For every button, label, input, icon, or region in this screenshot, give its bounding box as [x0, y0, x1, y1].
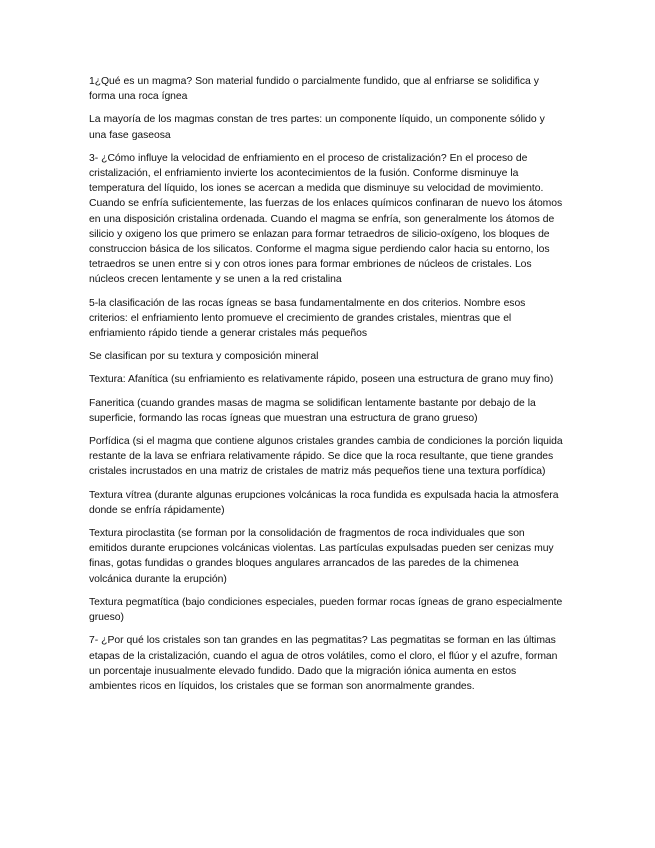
paragraph-magma-parts: La mayoría de los magmas constan de tres partes: un componente líquido, un componente sólido y una fase gaseosa — [89, 114, 545, 141]
paragraph-question-1: 1¿Qué es un magma? Son material fundido o parcialmente fundido, que al enfriarse se solidifica y forma una roca ígnea — [89, 76, 539, 103]
paragraph-question-5: 5-la clasificación de las rocas ígneas se basa fundamentalmente en dos criterios. Nombre esos criterios: el enfriamiento lento promueve el crecimiento de grandes cristales, mientras que el enfriamiento rápido tiende a generar cristales más pequeños — [89, 297, 526, 340]
document-body — [89, 74, 563, 702]
paragraph-texture-pegmatitica: Textura pegmatítica (bajo condiciones especiales, pueden formar rocas ígneas de grano especialmente grueso) — [89, 596, 563, 624]
paragraph-question-3: 3- ¿Cómo influye la velocidad de enfriamiento en el proceso de cristalización? En el proceso de cristalización, el enfriamiento invierte los acontecimientos de la fusión. Conforme disminuye la temperatura del líquido, los iones se acercan a medida que disminuye su velocidad de movimiento. Cuando se enfría suficientemente, las fuerzas de los enlaces químicos confinaran de nuevo los átomos en una disposición cristalina ordenada. Cuando el magma se enfría, son generalmente los átomos de silicio y oxigeno los que primero se enlazan para formar tetraedros de silicio-oxígeno, los bloques de construccion básica de los silicatos. Conforme el magma sigue perdiendo calor hacia su entorno, los tetraedros se unen entre si y con otros iones para formar embriones de núcleos de cristales. Los núcleos crecen lentamente y se unen a la red cristalina — [89, 152, 563, 286]
paragraph-question-7: 7- ¿Por qué los cristales son tan grandes en las pegmatitas? Las pegmatitas se forman en las últimas etapas de la cristalización, cuando el agua de otros volátiles, como el cloro, el flúor y el azufre, forman un porcentaje inusualmente elevado fundido. Dado que la migración iónica aumenta en estos ambientes ricos en líquidos, los cristales que se forman son anormalmente grandes. — [89, 635, 558, 692]
paragraph-texture-afanitica: Textura: Afanítica (su enfriamiento es relativamente rápido, poseen una estructura de grano muy fino) — [89, 374, 554, 386]
paragraph-texture-faneritica: Faneritica (cuando grandes masas de magma se solidifican lentamente bastante por debajo de la superficie, formando las rocas ígneas que muestran una estructura de grano grueso) — [89, 397, 536, 424]
paragraph-classification: Se clasifican por su textura y composición mineral — [89, 351, 319, 363]
paragraph-texture-porfidica: Porfídica (si el magma que contiene algunos cristales grandes cambia de condiciones la porción liquida restante de la lava se enfriara relativamente rápido. Se dice que la roca resultante, que tiene grandes cristales incrustados en una matriz de cristales de matriz más pequeños tiene una textura porfídica) — [89, 436, 563, 478]
paragraph-texture-piroclastita: Textura piroclastita (se forman por la consolidación de fragmentos de roca individuales que son emitidos durante erupciones volcánicas violentas. Las partículas expulsadas pueden ser cenizas muy finas, gotas fundidas o grandes bloques angulares arrancados de las paredes de la chimenea volcánica durante la erupción) — [89, 528, 554, 585]
paragraph-texture-vitrea: Textura vítrea (durante algunas erupciones volcánicas la roca fundida es expulsada hacia la atmosfera donde se enfría rápidamente) — [89, 489, 559, 516]
